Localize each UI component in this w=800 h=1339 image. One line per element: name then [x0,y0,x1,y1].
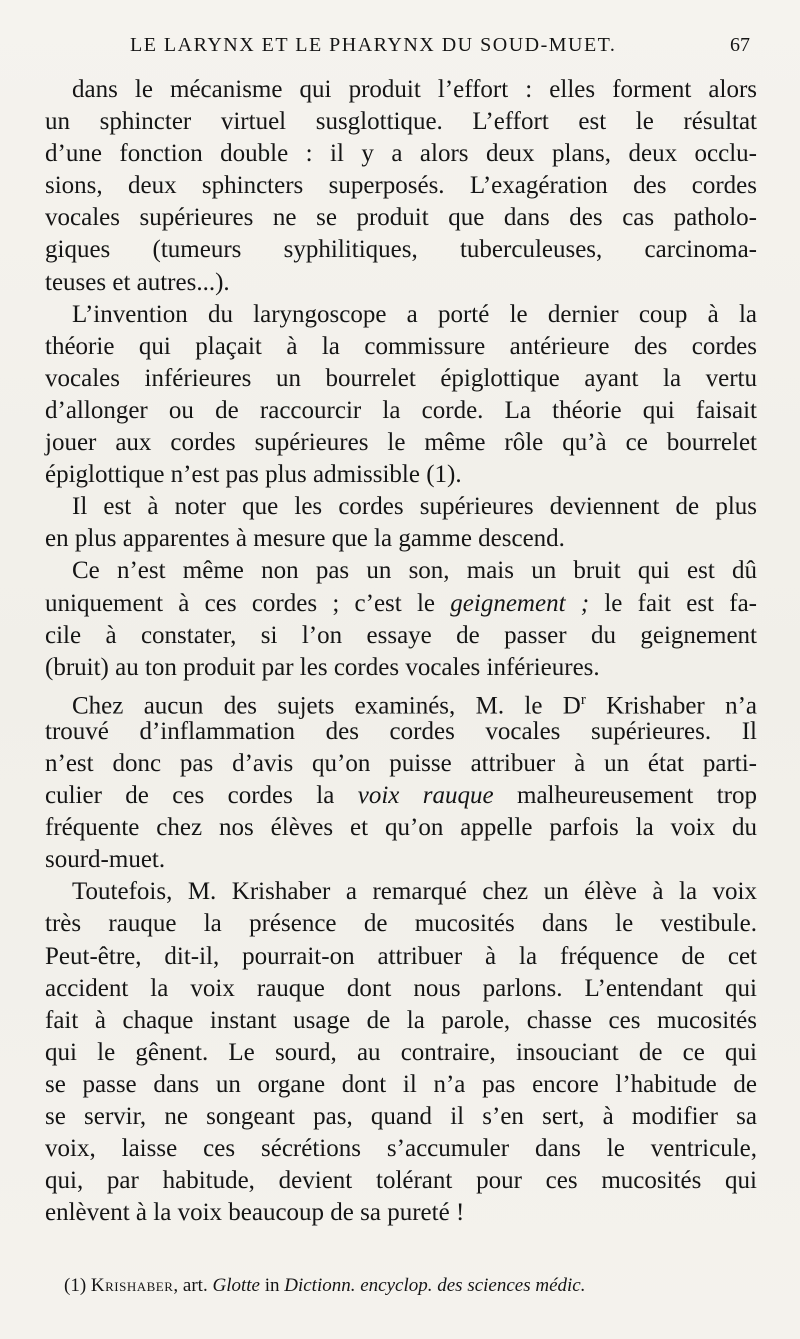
text-line: qui, par habitude, devient tolérant pour ces mucosités qui [45,1167,757,1195]
paragraph [45,684,757,877]
page-number: 67 [730,34,750,56]
text-line: vocales supérieures ne se produit que dans des cas patholo- [45,204,757,232]
text-line: sourd-muet. [45,846,166,874]
text-line: théorie qui plaçait à la commissure antérieure des cordes [45,332,757,360]
text-line: Peut-être, dit-il, pourrait-on attribuer à la fréquence de cet [45,942,757,970]
line-segment: Krishaber n’a [585,692,757,720]
text-line: Toutefois, M. Krishaber a remarqué chez un élève à la voix [72,878,757,906]
text-line [45,780,757,812]
paragraph [45,876,757,1229]
text-line: se servir, ne songeant pas, quand il s’en sert, à modifier sa [45,1103,757,1130]
footnote-marker: (1) [64,1275,87,1296]
text-line: accident la voix rauque dont nous parlons. L’entendant qui [45,974,757,1002]
text-line: qui le gênent. Le sourd, au contraire, insouciant de ce qui [45,1038,757,1066]
footnote [64,1275,754,1297]
text-line: épiglottique n’est pas plus admissible (1). [45,461,462,489]
line-segment: uniquement à ces cordes ; c’est le [45,589,451,617]
text-line: enlèvent à la voix beaucoup de sa pureté ! [45,1199,465,1227]
text-line: dans le mécanisme qui produit l’effort : elles forment alors [72,76,757,103]
text-line: Ce n’est même non pas un son, mais un bruit qui est dû [72,557,757,585]
text-line: très rauque la présence de mucosités dans le vestibule. [45,910,757,938]
text-line [45,684,757,720]
line-segment: Chez aucun des sujets examinés, M. le D [72,692,581,720]
paragraph [45,555,757,683]
text-line: n’est donc pas d’avis qu’on puisse attribuer à un état parti- [45,749,757,777]
text-line: (bruit) au ton produit par les cordes vocales inférieures. [45,653,600,681]
body-text [45,74,757,1229]
text-line: d’une fonction double : il y a alors deux plans, deux occlu- [45,140,757,168]
text-line: L’invention du laryngoscope a porté le dernier coup à la [72,300,757,328]
text-line [45,588,757,620]
text-line: cile à constater, si l’on essaye de passer du geignement [45,621,757,649]
text-line: giques (tumeurs syphilitiques, tuberculeuses, carcinoma- [45,236,757,264]
text-line: Il est à noter que les cordes supérieures deviennent de plus [72,493,757,521]
superscript: r [580,691,586,708]
text-line: voix, laisse ces sécrétions s’accumuler dans le ventricule, [45,1135,757,1163]
line-segment: malheureusement trop [493,782,758,810]
line-segment: culier de ces cordes la [45,782,358,810]
running-title: LE LARYNX ET LE PHARYNX DU SOUD-MUET. [130,34,617,56]
footnote-source: Dictionn. encyclop. des sciences médic. [284,1275,586,1296]
text-line: fréquente chez nos élèves et qu’on appelle parfois la voix du [45,814,757,842]
text-line: teuses et autres...). [45,268,230,296]
text-line: jouer aux cordes supérieures le même rôle qu’à ce bourrelet [45,429,757,457]
italic-phrase: geignement ; [450,589,590,617]
text-line: sions, deux sphincters superposés. L’exagération des cordes [45,172,757,200]
footnote-work: Glotte [212,1275,260,1296]
line-segment: le fait est fa- [589,589,758,617]
paragraph [45,299,757,492]
paragraph [45,491,757,555]
text-line: se passe dans un organe dont il n’a pas encore l’habitude de [45,1070,757,1098]
text-line: en plus apparentes à mesure que la gamme descend. [45,525,565,553]
paragraph [45,74,757,299]
italic-phrase: voix rauque [357,782,494,810]
text-line: trouvé d’inflammation des cordes vocales supérieures. Il [45,717,757,745]
text-line: un sphincter virtuel susglottique. L’effort est le résultat [45,108,757,136]
text-line: fait à chaque instant usage de la parole, chasse ces mucosités [45,1006,757,1034]
text-line: d’allonger ou de raccourcir la corde. La théorie qui faisait [45,396,757,424]
footnote-sep2: in [259,1275,285,1296]
footnote-sep1: , art. [173,1275,213,1296]
text-line: vocales inférieures un bourrelet épiglottique ayant la vertu [45,364,757,392]
footnote-author: Krishaber [90,1275,174,1296]
